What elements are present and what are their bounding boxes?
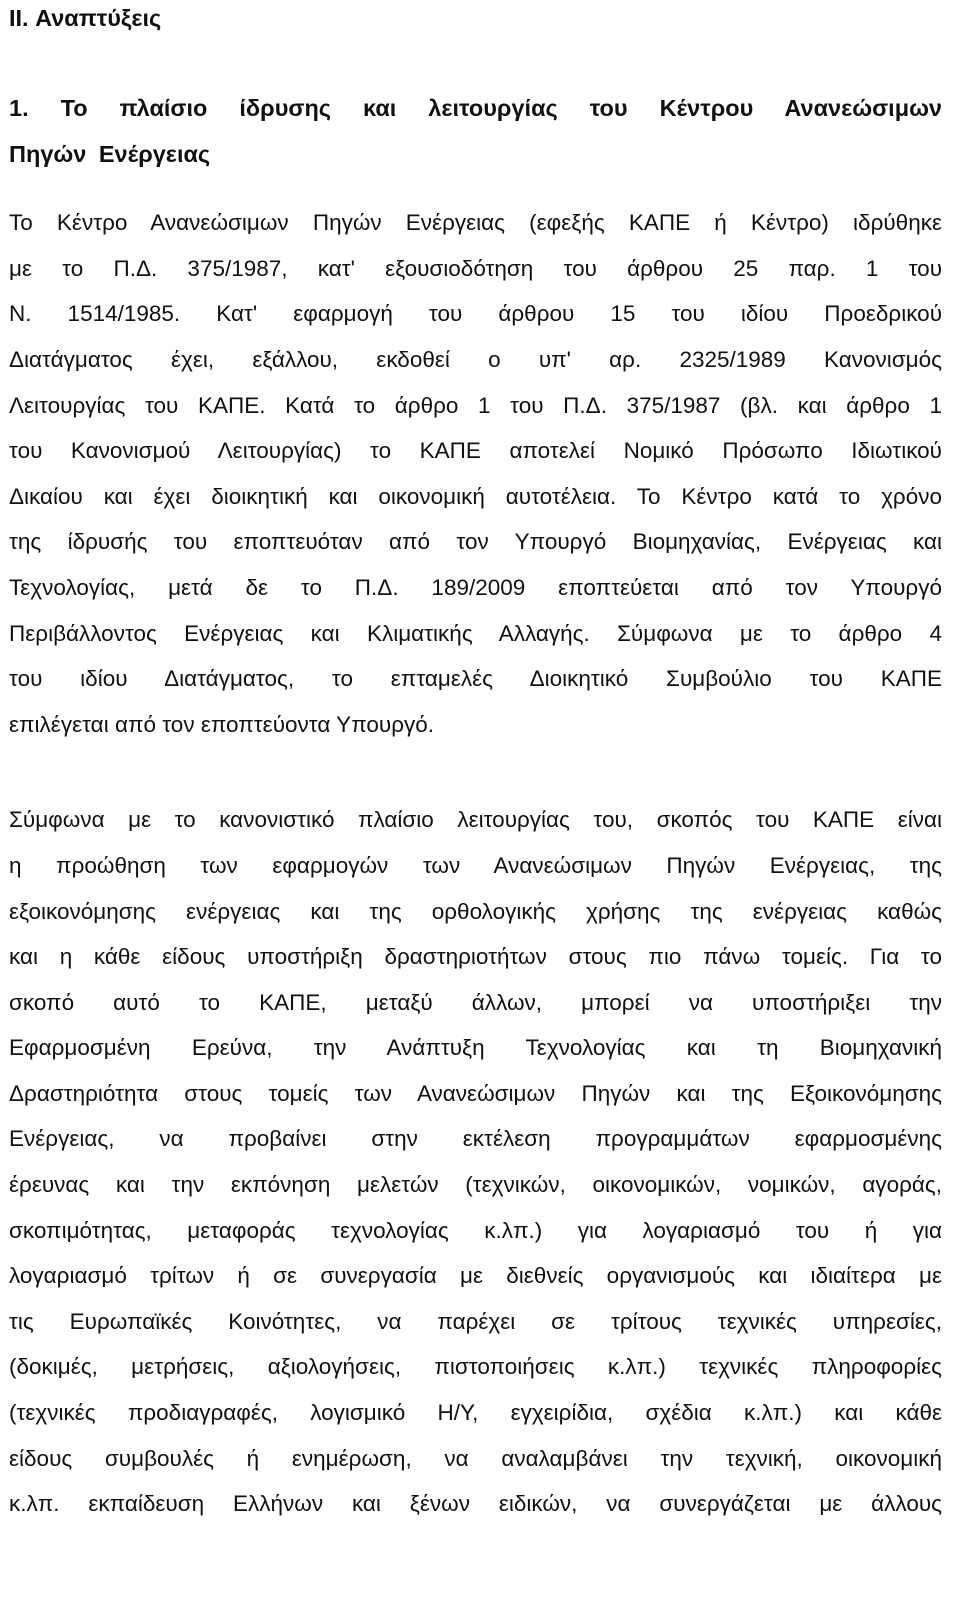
section-heading: II. Αναπτύξεις [9,5,162,31]
text-line: και η κάθε είδους υποστήριξη δραστηριοτήτων στους πιο πάνω τομείς. Για το [9,944,942,970]
subsection-heading-line: 1. Το πλαίσιο ίδρυσης και λειτουργίας του Κέντρου Ανανεώσιμων [9,95,942,121]
text-line: Λειτουργίας του ΚΑΠΕ. Κατά το άρθρο 1 του Π.Δ. 375/1987 (βλ. και άρθρο 1 [9,392,942,418]
text-line: Τεχνολογίας, μετά δε το Π.Δ. 189/2009 εποπτεύεται από τον Υπουργό [9,574,942,600]
text-line: τις Ευρωπαϊκές Κοινότητες, να παρέχει σε τρίτους τεχνικές υπηρεσίες, [9,1308,942,1334]
text-line: Το Κέντρο Ανανεώσιμων Πηγών Ενέργειας (εφεξής ΚΑΠΕ ή Κέντρο) ιδρύθηκε [9,210,942,236]
text-line: σκοπιμότητας, μεταφοράς τεχνολογίας κ.λπ.) για λογαριασμό του ή για [9,1217,942,1243]
text-line: του Κανονισμού Λειτουργίας) το ΚΑΠΕ αποτελεί Νομικό Πρόσωπο Ιδιωτικού [9,438,942,464]
text-line: Περιβάλλοντος Ενέργειας και Κλιματικής Αλλαγής. Σύμφωνα με το άρθρο 4 [9,620,942,646]
paragraph-establishment [9,200,942,747]
text-line: Ενέργειας, να προβαίνει στην εκτέλεση προγραμμάτων εφαρμοσμένης [9,1126,942,1152]
text-line: εξοικονόμησης ενέργειας και της ορθολογικής χρήσης της ενέργειας καθώς [9,898,942,924]
text-line: Δικαίου και έχει διοικητική και οικονομική αυτοτέλεια. Το Κέντρο κατά το χρόνο [9,483,942,509]
text-line: με το Π.Δ. 375/1987, κατ' εξουσιοδότηση του άρθρου 25 παρ. 1 του [9,255,942,281]
text-line: λογαριασμό τρίτων ή σε συνεργασία με διεθνείς οργανισμούς και ιδιαίτερα με [9,1263,942,1289]
text-line: Εφαρμοσμένη Ερεύνα, την Ανάπτυξη Τεχνολογίας και τη Βιομηχανική [9,1035,942,1061]
text-line: σκοπό αυτό το ΚΑΠΕ, μεταξύ άλλων, μπορεί να υποστήριξει την [9,989,942,1015]
text-line: (τεχνικές προδιαγραφές, λογισμικό Η/Υ, εγχειρίδια, σχέδια κ.λπ.) και κάθε [9,1400,942,1426]
text-line: κ.λπ. εκπαίδευση Ελλήνων και ξένων ειδικών, να συνεργάζεται με άλλους [9,1491,942,1517]
text-line: η προώθηση των εφαρμογών των Ανανεώσιμων Πηγών Ενέργειας, της [9,852,942,878]
subsection-heading-line: Πηγών Ενέργειας [9,140,211,167]
text-line: έρευνας και την εκπόνηση μελετών (τεχνικών, οικονομικών, νομικών, αγοράς, [9,1172,942,1198]
paragraph-purpose [9,797,942,1527]
text-line: Δραστηριότητα στους τομείς των Ανανεώσιμων Πηγών και της Εξοικονόμησης [9,1080,942,1106]
text-line: Διατάγματος έχει, εξάλλου, εκδοθεί ο υπ' αρ. 2325/1989 Κανονισμός [9,346,942,372]
text-line: Ν. 1514/1985. Κατ' εφαρμογή του άρθρου 15 του ιδίου Προεδρικού [9,301,942,327]
subsection-heading [9,85,942,176]
text-line: επιλέγεται από τον εποπτεύοντα Υπουργό. [9,711,435,737]
document-page [9,0,942,1527]
text-line: της ίδρυσής του εποπτευόταν από τον Υπουργό Βιομηχανίας, Ενέργειας και [9,529,942,555]
text-line: είδους συμβουλές ή ενημέρωση, να αναλαμβάνει την τεχνική, οικονομική [9,1445,942,1471]
text-line: (δοκιμές, μετρήσεις, αξιολογήσεις, πιστοποιήσεις κ.λπ.) τεχνικές πληροφορίες [9,1354,942,1380]
text-line: Σύμφωνα με το κανονιστικό πλαίσιο λειτουργίας του, σκοπός του ΚΑΠΕ είναι [9,807,942,833]
text-line: του ιδίου Διατάγματος, το επταμελές Διοικητικό Συμβούλιο του ΚΑΠΕ [9,666,942,692]
